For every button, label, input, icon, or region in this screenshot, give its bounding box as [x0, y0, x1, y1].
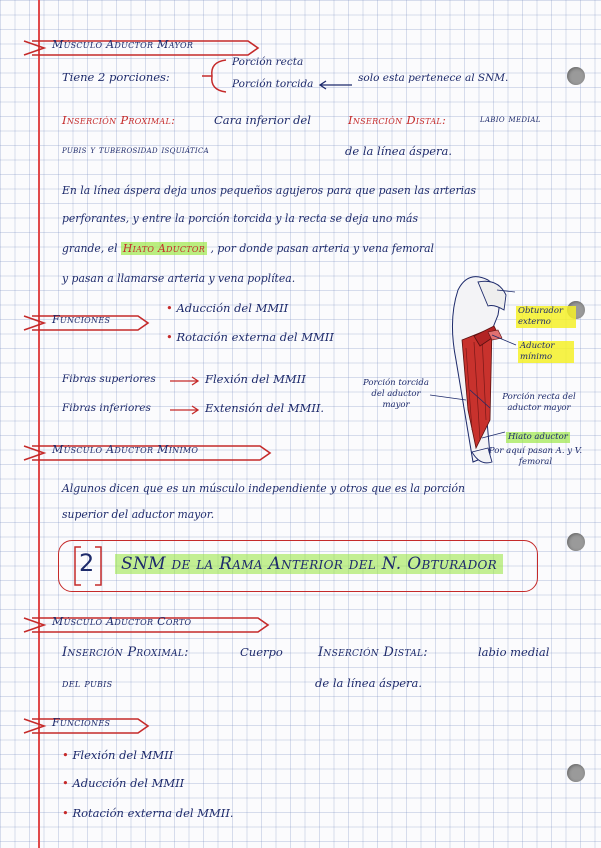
header-aductor-corto [22, 615, 272, 635]
para1-line3b: , por donde pasan arteria y vena femoral [210, 242, 435, 255]
label-hiato-note: Por aquí pasan A. y V. femoral [488, 446, 583, 467]
header-text: Músculo Aductor Corto [52, 615, 192, 628]
func2-item: • Rotación externa del MMII [166, 330, 334, 344]
binder-hole [567, 764, 585, 782]
porcion-recta: Porción recta [232, 56, 304, 68]
header-aductor-minimo [22, 443, 274, 463]
section2-title: SNM de la Rama Anterior del N. Obturador [115, 554, 503, 574]
label-obturador: Obturador externo [516, 306, 576, 328]
para1-line3 [62, 242, 434, 255]
corto-func2-item: • Aducción del MMII [62, 776, 185, 790]
arrow-left-icon [316, 80, 354, 90]
para1-line2: perforantes, y entre la porción torcida y la recta se deja uno más [62, 212, 418, 225]
fibras-sup-a: Fibras superiores [62, 373, 156, 385]
tiene-text: Tiene 2 porciones: [62, 70, 170, 84]
sale-note: solo esta pertenece al SNM. [358, 72, 509, 84]
corto-ins-prox-label: Inserción Proximal: [62, 645, 189, 660]
porcion-torcida: Porción torcida [232, 78, 314, 90]
header-text: Funciones [52, 313, 111, 326]
label-porcion-recta: Porción recta del aductor mayor [502, 392, 576, 413]
ins-dist-text1: labio medial [480, 113, 541, 125]
para1-line4: y pasan a llamarse arteria y vena poplítea. [62, 272, 296, 285]
section2-number-bracket [73, 545, 103, 587]
label-porcion-torcida: Porción torcida del aductor mayor [363, 378, 429, 410]
ins-dist-text2: de la línea áspera. [345, 144, 453, 158]
ins-dist-label: Inserción Distal: [348, 113, 447, 127]
header-funciones-2 [22, 716, 152, 736]
minimo-line1: Algunos dicen que es un músculo independiente y otros que es la porción [62, 482, 465, 495]
func2-text: Rotación externa del MMII [176, 330, 334, 344]
corto-ins-dist-label: Inserción Distal: [318, 645, 428, 660]
corto-func1-text: Flexión del MMII [72, 748, 174, 762]
ins-prox-label: Inserción Proximal: [62, 113, 176, 127]
header-text: Funciones [52, 716, 111, 729]
fibras-sup-b: Flexión del MMII [205, 372, 306, 386]
corto-ins-prox-text2: del pubis [62, 676, 113, 690]
ins-prox-text1: Cara inferior del [214, 113, 311, 127]
binder-hole [567, 533, 585, 551]
label-hiato: Hiato aductor [508, 432, 568, 442]
corto-func2-text: Aducción del MMII [72, 776, 185, 790]
binder-hole [567, 67, 585, 85]
header-text: Músculo Aductor Mayor [52, 38, 194, 51]
corto-ins-dist-text2: de la línea áspera. [315, 676, 423, 690]
ins-prox-text2: pubis y tuberosidad isquiática [62, 144, 209, 156]
corto-ins-dist-text1: labio medial [478, 645, 550, 659]
section2-box [58, 540, 538, 592]
fibras-inf-a: Fibras inferiores [62, 402, 151, 414]
header-text: Músculo Aductor Mínimo [52, 443, 199, 456]
arrow-right-icon [168, 405, 202, 415]
minimo-line2: superior del aductor mayor. [62, 508, 215, 521]
corto-func1-item: • Flexión del MMII [62, 748, 174, 762]
section2-number: 2 [79, 549, 95, 577]
para1-line1: En la línea áspera deja unos pequeños agujeros para que pasen las arterias [62, 184, 477, 197]
corto-ins-prox-text1: Cuerpo [240, 645, 283, 659]
hiato-aductor-highlight: Hiato Aductor [122, 242, 206, 255]
para1-line3a: grande, el [62, 242, 118, 255]
header-aductor-mayor [22, 38, 262, 58]
func1-item: • Aducción del MMII [166, 301, 289, 315]
fibras-inf-b: Extensión del MMII. [205, 401, 325, 415]
label-aductor-minimo: Aductor mínimo [518, 341, 574, 363]
corto-func3-text: Rotación externa del MMII. [72, 806, 234, 820]
corto-func3-item: • Rotación externa del MMII. [62, 806, 234, 820]
header-funciones-1 [22, 313, 152, 333]
arrow-right-icon [168, 376, 202, 386]
func1-text: Aducción del MMII [176, 301, 289, 315]
